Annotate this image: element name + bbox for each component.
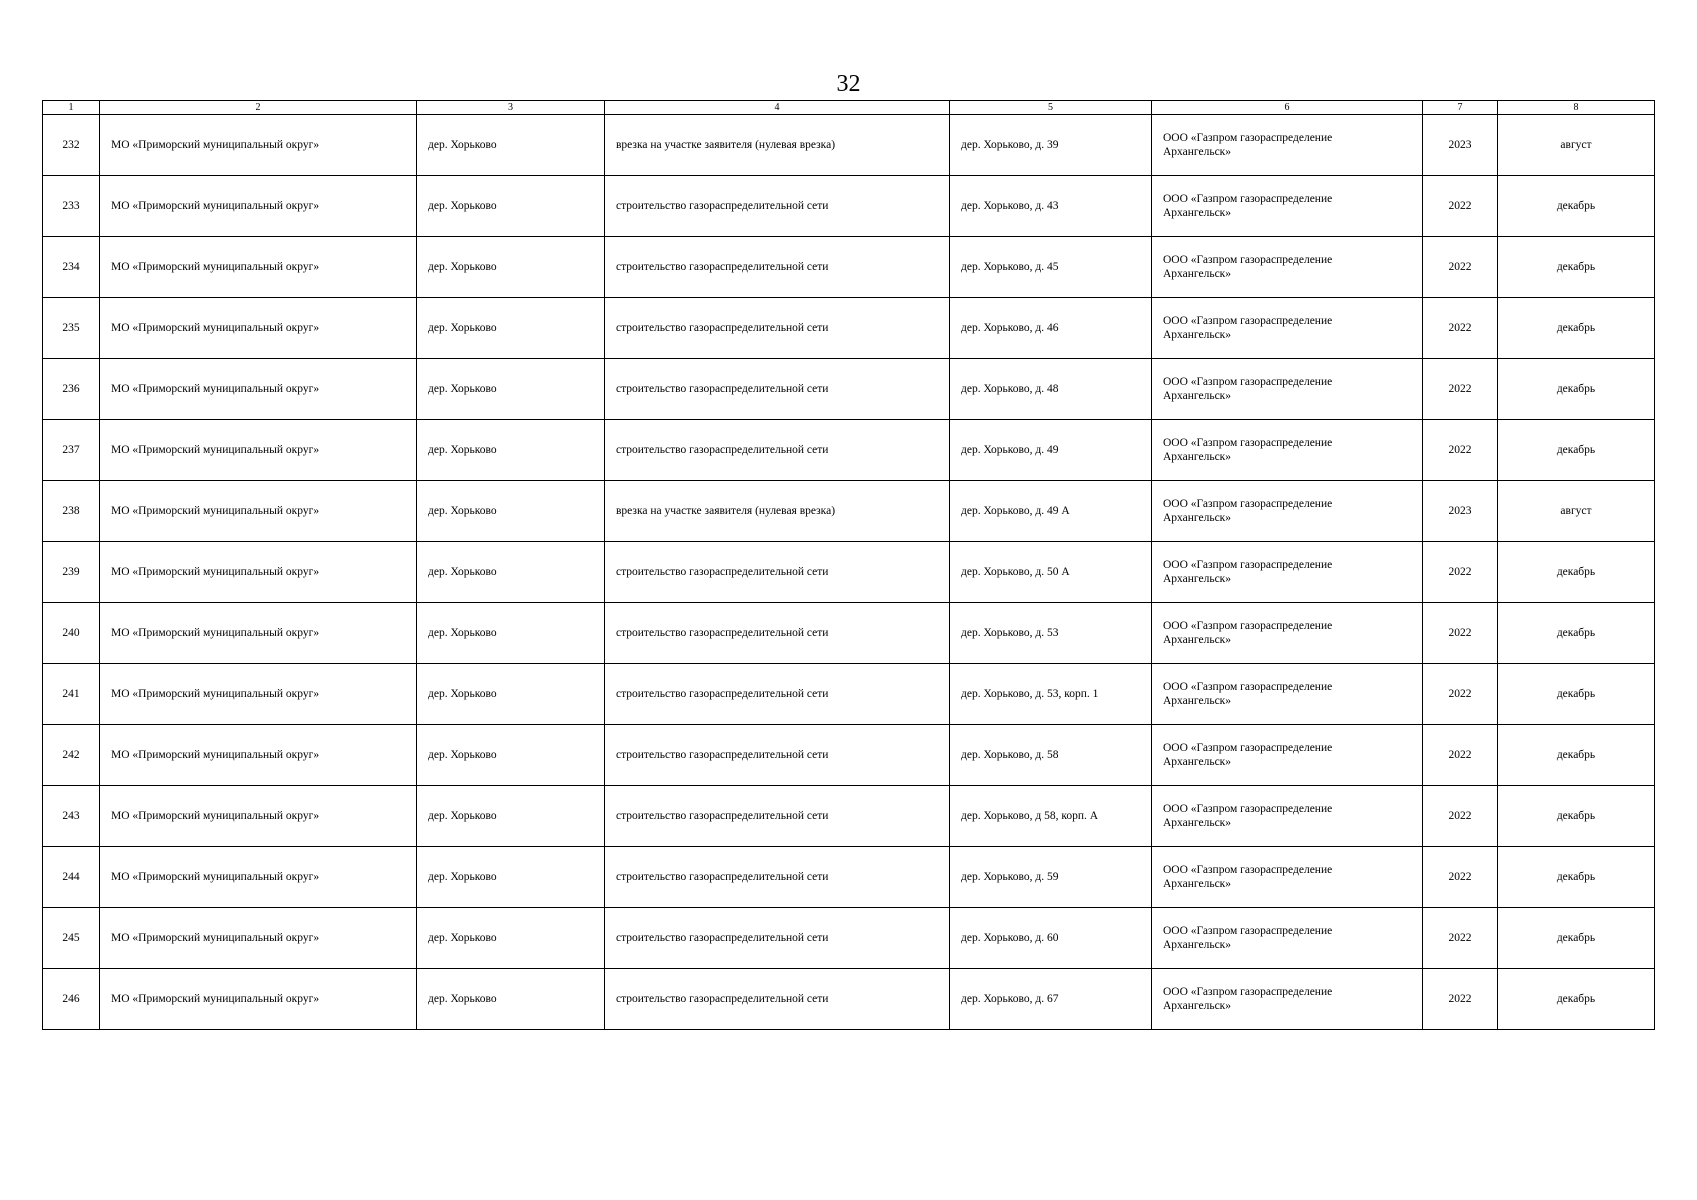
settlement-cell-text: дер. Хорьково [428, 261, 497, 273]
municipality-cell-text: МО «Приморский муниципальный округ» [111, 932, 320, 944]
year-cell [1423, 481, 1498, 542]
organization-cell-text: ООО «Газпром газораспределение [1163, 376, 1333, 388]
address-cell [950, 603, 1152, 664]
month-cell-text: декабрь [1556, 932, 1596, 944]
municipality-cell [100, 786, 417, 847]
settlement-cell [417, 908, 605, 969]
settlement-cell [417, 786, 605, 847]
year-cell-text: 2022 [1448, 566, 1472, 578]
address-cell-text: дер. Хорьково, д. 53 [961, 627, 1059, 639]
month-cell-text: декабрь [1556, 993, 1596, 1005]
address-cell [950, 847, 1152, 908]
month-cell [1498, 786, 1655, 847]
column-number: 6 [1152, 101, 1423, 115]
address-cell-text: дер. Хорьково, д. 59 [961, 871, 1059, 883]
municipality-cell [100, 176, 417, 237]
municipality-cell [100, 664, 417, 725]
work-type-cell-text: строительство газораспределительной сети [616, 993, 829, 1005]
organization-cell [1152, 115, 1423, 176]
organization-cell-text: Архангельск» [1163, 939, 1232, 951]
address-cell [950, 664, 1152, 725]
work-type-cell-text: строительство газораспределительной сети [616, 810, 829, 822]
work-type-cell [605, 176, 950, 237]
row-number-text: 236 [62, 383, 80, 395]
settlement-cell-text: дер. Хорьково [428, 749, 497, 761]
organization-cell-text: Архангельск» [1163, 512, 1232, 524]
settlement-cell [417, 298, 605, 359]
table-row [43, 481, 1655, 542]
address-cell-text: дер. Хорьково, д. 50 А [961, 566, 1070, 578]
work-type-cell [605, 359, 950, 420]
organization-cell-text: ООО «Газпром газораспределение [1163, 254, 1333, 266]
row-number [43, 542, 100, 603]
organization-cell-text: Архангельск» [1163, 756, 1232, 768]
address-cell-text: дер. Хорьково, д. 45 [961, 261, 1059, 273]
row-number [43, 969, 100, 1030]
settlement-cell [417, 847, 605, 908]
municipality-cell [100, 420, 417, 481]
table-row [43, 908, 1655, 969]
work-type-cell [605, 237, 950, 298]
table-row [43, 664, 1655, 725]
address-cell [950, 725, 1152, 786]
municipality-cell-text: МО «Приморский муниципальный округ» [111, 139, 320, 151]
address-cell [950, 420, 1152, 481]
month-cell [1498, 664, 1655, 725]
year-cell-text: 2022 [1448, 261, 1472, 273]
organization-cell [1152, 847, 1423, 908]
table-row [43, 969, 1655, 1030]
work-type-cell-text: строительство газораспределительной сети [616, 383, 829, 395]
row-number [43, 481, 100, 542]
table-row [43, 176, 1655, 237]
organization-cell [1152, 908, 1423, 969]
year-cell [1423, 237, 1498, 298]
settlement-cell-text: дер. Хорьково [428, 200, 497, 212]
organization-cell-text: Архангельск» [1163, 207, 1232, 219]
month-cell-text: декабрь [1556, 383, 1596, 395]
month-cell [1498, 603, 1655, 664]
year-cell-text: 2022 [1448, 444, 1472, 456]
organization-cell [1152, 359, 1423, 420]
year-cell-text: 2022 [1448, 932, 1472, 944]
address-cell-text: дер. Хорьково, д. 43 [961, 200, 1059, 212]
column-number: 8 [1498, 101, 1655, 115]
row-number-text: 234 [62, 261, 80, 273]
settlement-cell-text: дер. Хорьково [428, 322, 497, 334]
organization-cell-text: ООО «Газпром газораспределение [1163, 620, 1333, 632]
settlement-cell-text: дер. Хорьково [428, 383, 497, 395]
work-type-cell [605, 481, 950, 542]
table-row [43, 115, 1655, 176]
organization-cell-text: Архангельск» [1163, 695, 1232, 707]
row-number [43, 786, 100, 847]
municipality-cell-text: МО «Приморский муниципальный округ» [111, 261, 320, 273]
month-cell [1498, 115, 1655, 176]
year-cell [1423, 420, 1498, 481]
municipality-cell-text: МО «Приморский муниципальный округ» [111, 810, 320, 822]
row-number-text: 239 [62, 566, 80, 578]
year-cell-text: 2023 [1448, 139, 1472, 151]
work-type-cell-text: строительство газораспределительной сети [616, 322, 829, 334]
work-type-cell-text: строительство газораспределительной сети [616, 688, 829, 700]
organization-cell-text: ООО «Газпром газораспределение [1163, 193, 1333, 205]
year-cell [1423, 664, 1498, 725]
settlement-cell [417, 603, 605, 664]
work-type-cell [605, 115, 950, 176]
year-cell [1423, 359, 1498, 420]
settlement-cell-text: дер. Хорьково [428, 566, 497, 578]
column-number: 7 [1423, 101, 1498, 115]
column-number-row [43, 101, 1655, 115]
month-cell [1498, 542, 1655, 603]
address-cell-text: дер. Хорьково, д. 53, корп. 1 [961, 688, 1099, 700]
organization-cell-text: ООО «Газпром газораспределение [1163, 437, 1333, 449]
row-number [43, 725, 100, 786]
address-cell [950, 176, 1152, 237]
work-type-cell [605, 786, 950, 847]
work-type-cell [605, 603, 950, 664]
settlement-cell [417, 725, 605, 786]
organization-cell-text: Архангельск» [1163, 146, 1232, 158]
row-number-text: 245 [62, 932, 80, 944]
municipality-cell [100, 115, 417, 176]
row-number [43, 115, 100, 176]
municipality-cell-text: МО «Приморский муниципальный округ» [111, 322, 320, 334]
year-cell-text: 2022 [1448, 688, 1472, 700]
municipality-cell-text: МО «Приморский муниципальный округ» [111, 871, 320, 883]
municipality-cell [100, 725, 417, 786]
work-type-cell-text: строительство газораспределительной сети [616, 566, 829, 578]
work-type-cell-text: строительство газораспределительной сети [616, 932, 829, 944]
month-cell-text: декабрь [1556, 200, 1596, 212]
year-cell-text: 2022 [1448, 383, 1472, 395]
year-cell [1423, 176, 1498, 237]
settlement-cell [417, 359, 605, 420]
municipality-cell-text: МО «Приморский муниципальный округ» [111, 688, 320, 700]
work-type-cell-text: врезка на участке заявителя (нулевая врезка) [616, 139, 836, 151]
organization-cell-text: ООО «Газпром газораспределение [1163, 498, 1333, 510]
organization-cell [1152, 481, 1423, 542]
address-cell [950, 359, 1152, 420]
month-cell-text: декабрь [1556, 566, 1596, 578]
work-type-cell [605, 664, 950, 725]
table-row [43, 786, 1655, 847]
column-number: 5 [950, 101, 1152, 115]
gasification-schedule-table [42, 100, 1655, 1030]
month-cell [1498, 725, 1655, 786]
address-cell-text: дер. Хорьково, д. 60 [961, 932, 1059, 944]
table-row [43, 298, 1655, 359]
organization-cell [1152, 298, 1423, 359]
address-cell [950, 237, 1152, 298]
work-type-cell [605, 420, 950, 481]
municipality-cell [100, 847, 417, 908]
month-cell-text: декабрь [1556, 261, 1596, 273]
organization-cell-text: ООО «Газпром газораспределение [1163, 315, 1333, 327]
year-cell-text: 2022 [1448, 810, 1472, 822]
month-cell [1498, 481, 1655, 542]
organization-cell-text: Архангельск» [1163, 1000, 1232, 1012]
organization-cell-text: ООО «Газпром газораспределение [1163, 864, 1333, 876]
month-cell [1498, 847, 1655, 908]
organization-cell-text: ООО «Газпром газораспределение [1163, 803, 1333, 815]
work-type-cell [605, 847, 950, 908]
municipality-cell [100, 908, 417, 969]
municipality-cell-text: МО «Приморский муниципальный округ» [111, 627, 320, 639]
settlement-cell [417, 115, 605, 176]
municipality-cell-text: МО «Приморский муниципальный округ» [111, 383, 320, 395]
year-cell-text: 2022 [1448, 871, 1472, 883]
year-cell [1423, 908, 1498, 969]
column-number: 2 [100, 101, 417, 115]
year-cell [1423, 603, 1498, 664]
row-number-text: 235 [62, 322, 80, 334]
year-cell [1423, 969, 1498, 1030]
row-number [43, 420, 100, 481]
settlement-cell [417, 481, 605, 542]
row-number [43, 298, 100, 359]
municipality-cell [100, 298, 417, 359]
address-cell [950, 298, 1152, 359]
organization-cell [1152, 542, 1423, 603]
month-cell [1498, 298, 1655, 359]
month-cell-text: декабрь [1556, 322, 1596, 334]
year-cell-text: 2022 [1448, 627, 1472, 639]
address-cell [950, 115, 1152, 176]
municipality-cell [100, 603, 417, 664]
address-cell [950, 481, 1152, 542]
table-row [43, 542, 1655, 603]
column-number: 1 [43, 101, 100, 115]
address-cell-text: дер. Хорьково, д. 48 [961, 383, 1059, 395]
month-cell-text: декабрь [1556, 749, 1596, 761]
month-cell [1498, 908, 1655, 969]
row-number [43, 237, 100, 298]
address-cell-text: дер. Хорьково, д. 49 [961, 444, 1059, 456]
table-row [43, 847, 1655, 908]
table-row [43, 603, 1655, 664]
month-cell-text: декабрь [1556, 627, 1596, 639]
month-cell [1498, 420, 1655, 481]
year-cell [1423, 542, 1498, 603]
organization-cell-text: Архангельск» [1163, 451, 1232, 463]
settlement-cell [417, 969, 605, 1030]
work-type-cell-text: строительство газораспределительной сети [616, 627, 829, 639]
column-number: 4 [605, 101, 950, 115]
work-type-cell-text: строительство газораспределительной сети [616, 200, 829, 212]
month-cell-text: август [1560, 505, 1592, 517]
table-row [43, 420, 1655, 481]
municipality-cell [100, 542, 417, 603]
year-cell [1423, 786, 1498, 847]
address-cell [950, 908, 1152, 969]
row-number-text: 246 [62, 993, 80, 1005]
work-type-cell [605, 725, 950, 786]
work-type-cell [605, 542, 950, 603]
organization-cell-text: ООО «Газпром газораспределение [1163, 681, 1333, 693]
organization-cell [1152, 176, 1423, 237]
settlement-cell-text: дер. Хорьково [428, 810, 497, 822]
column-number: 3 [417, 101, 605, 115]
year-cell [1423, 847, 1498, 908]
work-type-cell-text: строительство газораспределительной сети [616, 871, 829, 883]
organization-cell-text: ООО «Газпром газораспределение [1163, 132, 1333, 144]
month-cell-text: август [1560, 139, 1592, 151]
address-cell-text: дер. Хорьково, д 58, корп. А [961, 810, 1099, 822]
organization-cell-text: Архангельск» [1163, 329, 1232, 341]
work-type-cell-text: врезка на участке заявителя (нулевая врезка) [616, 505, 836, 517]
organization-cell [1152, 237, 1423, 298]
municipality-cell-text: МО «Приморский муниципальный округ» [111, 200, 320, 212]
organization-cell [1152, 603, 1423, 664]
row-number-text: 240 [62, 627, 80, 639]
municipality-cell-text: МО «Приморский муниципальный округ» [111, 749, 320, 761]
municipality-cell [100, 969, 417, 1030]
month-cell [1498, 176, 1655, 237]
organization-cell-text: ООО «Газпром газораспределение [1163, 925, 1333, 937]
address-cell-text: дер. Хорьково, д. 46 [961, 322, 1059, 334]
address-cell-text: дер. Хорьково, д. 39 [961, 139, 1059, 151]
settlement-cell [417, 237, 605, 298]
address-cell-text: дер. Хорьково, д. 49 А [961, 505, 1070, 517]
organization-cell-text: ООО «Газпром газораспределение [1163, 742, 1333, 754]
row-number [43, 603, 100, 664]
month-cell [1498, 969, 1655, 1030]
table-row [43, 359, 1655, 420]
table-row [43, 237, 1655, 298]
address-cell-text: дер. Хорьково, д. 67 [961, 993, 1059, 1005]
municipality-cell-text: МО «Приморский муниципальный округ» [111, 444, 320, 456]
year-cell-text: 2023 [1448, 505, 1472, 517]
organization-cell-text: Архангельск» [1163, 390, 1232, 402]
organization-cell [1152, 420, 1423, 481]
year-cell-text: 2022 [1448, 749, 1472, 761]
municipality-cell [100, 359, 417, 420]
row-number-text: 241 [62, 688, 80, 700]
organization-cell-text: Архангельск» [1163, 573, 1232, 585]
row-number-text: 243 [62, 810, 80, 822]
row-number-text: 233 [62, 200, 80, 212]
organization-cell-text: ООО «Газпром газораспределение [1163, 559, 1333, 571]
settlement-cell-text: дер. Хорьково [428, 627, 497, 639]
organization-cell-text: Архангельск» [1163, 878, 1232, 890]
work-type-cell [605, 298, 950, 359]
settlement-cell-text: дер. Хорьково [428, 932, 497, 944]
month-cell [1498, 359, 1655, 420]
municipality-cell [100, 481, 417, 542]
settlement-cell-text: дер. Хорьково [428, 871, 497, 883]
municipality-cell-text: МО «Приморский муниципальный округ» [111, 566, 320, 578]
year-cell-text: 2022 [1448, 993, 1472, 1005]
month-cell [1498, 237, 1655, 298]
municipality-cell-text: МО «Приморский муниципальный округ» [111, 993, 320, 1005]
organization-cell-text: Архангельск» [1163, 817, 1232, 829]
organization-cell [1152, 969, 1423, 1030]
month-cell-text: декабрь [1556, 810, 1596, 822]
settlement-cell [417, 176, 605, 237]
work-type-cell [605, 969, 950, 1030]
month-cell-text: декабрь [1556, 444, 1596, 456]
work-type-cell-text: строительство газораспределительной сети [616, 444, 829, 456]
organization-cell [1152, 725, 1423, 786]
settlement-cell [417, 542, 605, 603]
year-cell [1423, 115, 1498, 176]
row-number-text: 237 [62, 444, 80, 456]
row-number-text: 232 [62, 139, 80, 151]
settlement-cell-text: дер. Хорьково [428, 139, 497, 151]
settlement-cell [417, 420, 605, 481]
row-number [43, 664, 100, 725]
address-cell [950, 969, 1152, 1030]
page-number: 32 [836, 71, 861, 97]
municipality-cell-text: МО «Приморский муниципальный округ» [111, 505, 320, 517]
row-number [43, 176, 100, 237]
municipality-cell [100, 237, 417, 298]
address-cell [950, 786, 1152, 847]
row-number [43, 359, 100, 420]
settlement-cell [417, 664, 605, 725]
row-number [43, 908, 100, 969]
organization-cell-text: Архангельск» [1163, 634, 1232, 646]
month-cell-text: декабрь [1556, 871, 1596, 883]
address-cell-text: дер. Хорьково, д. 58 [961, 749, 1059, 761]
year-cell [1423, 298, 1498, 359]
organization-cell [1152, 786, 1423, 847]
settlement-cell-text: дер. Хорьково [428, 505, 497, 517]
work-type-cell-text: строительство газораспределительной сети [616, 749, 829, 761]
work-type-cell [605, 908, 950, 969]
settlement-cell-text: дер. Хорьково [428, 444, 497, 456]
settlement-cell-text: дер. Хорьково [428, 993, 497, 1005]
year-cell-text: 2022 [1448, 322, 1472, 334]
organization-cell-text: ООО «Газпром газораспределение [1163, 986, 1333, 998]
row-number [43, 847, 100, 908]
organization-cell [1152, 664, 1423, 725]
row-number-text: 244 [62, 871, 80, 883]
year-cell-text: 2022 [1448, 200, 1472, 212]
row-number-text: 238 [62, 505, 80, 517]
work-type-cell-text: строительство газораспределительной сети [616, 261, 829, 273]
settlement-cell-text: дер. Хорьково [428, 688, 497, 700]
year-cell [1423, 725, 1498, 786]
organization-cell-text: Архангельск» [1163, 268, 1232, 280]
month-cell-text: декабрь [1556, 688, 1596, 700]
address-cell [950, 542, 1152, 603]
table-row [43, 725, 1655, 786]
row-number-text: 242 [62, 749, 80, 761]
